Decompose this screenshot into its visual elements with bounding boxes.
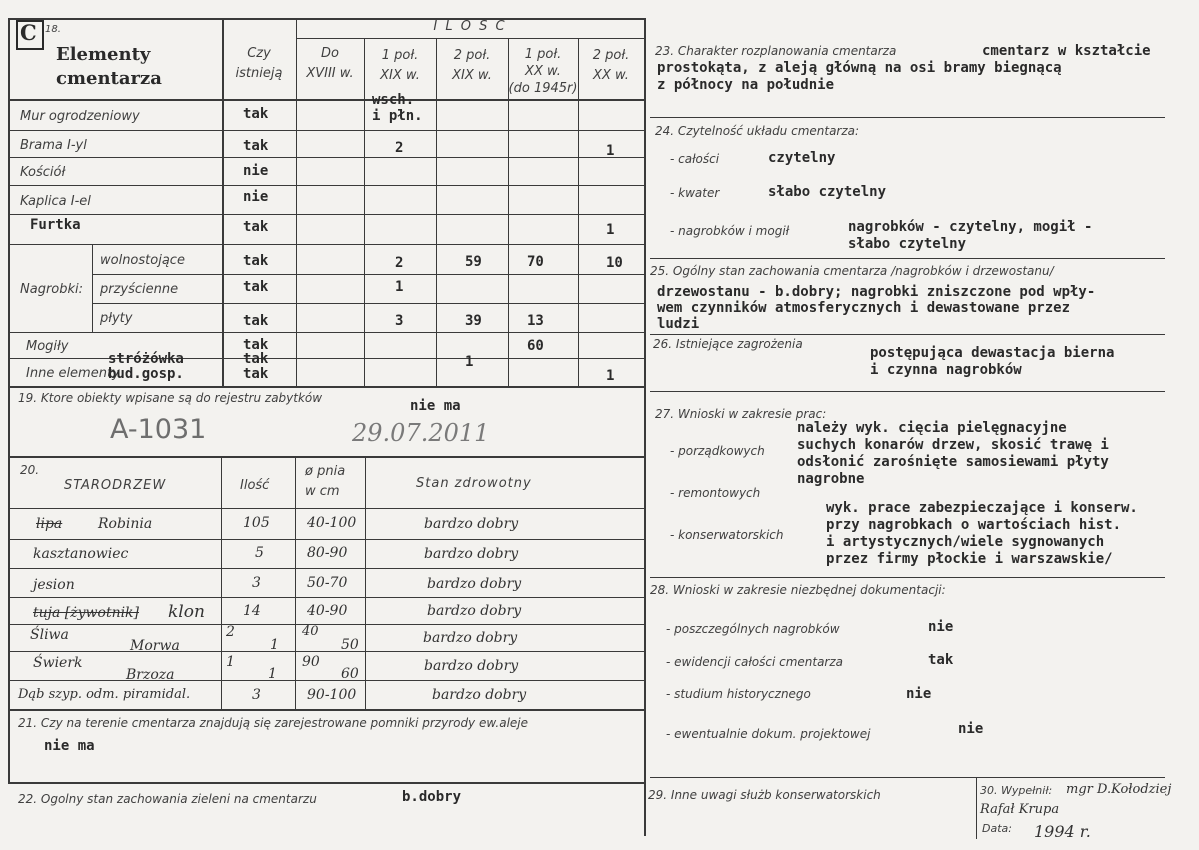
tree-row-1-size: 40-100 <box>307 515 357 531</box>
tree-row-4-struck: tuja [żywotnik] <box>33 605 140 621</box>
row-exists-slabs: tak <box>243 313 269 329</box>
sec26-label: 26. Istniejące zagrożenia <box>653 337 803 351</box>
row-label-chapel: Kaplica I-el <box>20 194 91 209</box>
sec28-records-value: tak <box>928 652 954 668</box>
row-gate-p2: 2 <box>395 140 404 156</box>
sec19-value: nie ma <box>410 398 461 414</box>
sec24-item-whole-label: - całości <box>670 152 720 166</box>
period-header-5: 2 poł. XX w. <box>592 48 630 83</box>
row-label-wicket: Furtka <box>30 217 81 233</box>
period-header-4: 1 poł. XX w. (do 1945r) <box>508 47 578 96</box>
period-header-2: 1 poł. XIX w. <box>380 48 420 83</box>
sec28-label: 28. Wnioski w zakresie niezbędnej dokumentacji: <box>650 583 946 597</box>
sec26-value: postępująca dewastacja bierna i czynna nagrobków <box>870 345 1115 378</box>
trees-header-name: STARODRZEW <box>64 478 167 493</box>
tree-row-4-qty: 14 <box>243 603 261 619</box>
sec28-history-label: - studium historycznego <box>666 687 811 701</box>
row-exists-wall-mounted: tak <box>243 279 269 295</box>
sec24-item-quarters-label: - kwater <box>670 186 720 200</box>
row-freestanding-p3: 59 <box>465 254 482 270</box>
sec23-label: 23. Charakter rozplanowania cmentarza <box>655 44 897 58</box>
row-wall-mounted-p2: 1 <box>395 279 404 295</box>
tree-row-5-state: bardzo dobry <box>423 630 518 646</box>
sec28-records-label: - ewidencji całości cmentarza <box>666 655 844 669</box>
tree-row-5-qty2: 1 <box>270 637 279 653</box>
tree-row-4-state: bardzo dobry <box>427 603 522 619</box>
row-wall-p2: wsch. i płn. <box>372 92 423 124</box>
tree-row-3-name: jesion <box>33 577 75 593</box>
sec28-tombs-label: - poszczególnych nagrobków <box>666 622 840 636</box>
tombstones-group-label: Nagrobki: <box>20 282 84 297</box>
row-gate-p5: 1 <box>606 143 615 159</box>
col-exists-header: Czy istnieją <box>235 46 283 81</box>
row-slabs-p3: 39 <box>465 313 482 329</box>
period-header-3: 2 poł. XIX w. <box>452 48 492 83</box>
sec22-label: 22. Ogolny stan zachowania zieleni na cmentarzu <box>18 792 317 806</box>
register-number: A-1031 <box>110 414 207 445</box>
sec25-value: drzewostanu - b.dobry; nagrobki zniszczone pod wpły- wem czynników atmosferycznych i dewastowane przez ludzi <box>657 284 1096 332</box>
sec24-label: 24. Czytelność układu cmentarza: <box>655 124 860 138</box>
elements-title-line1: Elementy <box>56 44 151 65</box>
sec30-date-label: Data: <box>982 822 1012 835</box>
sec29-label: 29. Inne uwagi służb konserwatorskich <box>648 788 881 802</box>
sec24-item-graves-label: - nagrobków i mogił <box>670 224 790 238</box>
sec23-value: prostokąta, z aleją główną na osi bramy biegnącą z północy na południe <box>657 60 1062 93</box>
row-wicket-p5: 1 <box>606 222 615 238</box>
row-exists-church: nie <box>243 163 269 179</box>
row-label-gate: Brama I-yl <box>20 138 87 153</box>
sec25-label: 25. Ogólny stan zachowania cmentarza /nagrobków i drzewostanu/ <box>650 264 1054 278</box>
tree-row-7-qty: 3 <box>252 687 261 703</box>
tree-row-5-size2: 50 <box>341 637 359 653</box>
tree-row-7-state: bardzo dobry <box>432 687 527 703</box>
tree-row-2-state: bardzo dobry <box>424 546 519 562</box>
sec28-history-value: nie <box>906 686 932 702</box>
sec21-value: nie ma <box>44 738 95 754</box>
sec27-conservation-value: wyk. prace zabezpieczające i konserw. przy nagrobkach o wartościach hist. i artystycznych/wiele sygnowanych przez firmy płockie i warszawskie/ <box>826 500 1138 567</box>
trees-header-qty: Ilość <box>240 478 270 493</box>
row-exists-graves: tak <box>243 337 269 353</box>
tree-row-5-name: Śliwa <box>30 627 69 643</box>
sec19-label: 19. Ktore obiekty wpisane są do rejestru zabytków <box>18 391 323 405</box>
sec27-cleanup-value: należy wyk. cięcia pielęgnacyjne suchych konarów drzew, skosić trawę i odsłonić zarośnięte samosiewami płyty nagrobne <box>797 420 1109 487</box>
row-slabs-p4: 13 <box>527 313 544 329</box>
sec27-cleanup-label: - porządkowych <box>670 444 765 458</box>
section-number: 18. <box>45 24 61 35</box>
section-letter: C <box>20 20 37 45</box>
tree-row-6-qty: 1 <box>226 654 235 670</box>
col-quantity-header: I L O S C <box>433 19 507 34</box>
row-label-freestanding: wolnostojące <box>100 253 185 268</box>
row-exists-chapel: nie <box>243 189 269 205</box>
row-other-p5: 1 <box>606 368 615 384</box>
row-slabs-p2: 3 <box>395 313 404 329</box>
row-exists-other: tak tak <box>243 351 269 382</box>
sec30-name1: mgr D.Kołodziej <box>1066 782 1172 797</box>
tree-row-5-qty: 2 <box>226 624 235 640</box>
sec22-value: b.dobry <box>402 789 462 805</box>
tree-row-2-qty: 5 <box>255 545 264 561</box>
row-graves-p4: 60 <box>527 338 544 354</box>
row-label-church: Kościół <box>20 165 66 180</box>
tree-row-3-size: 50-70 <box>307 575 348 591</box>
row-freestanding-p5: 10 <box>606 255 623 271</box>
tree-row-6-name: Świerk <box>33 655 83 671</box>
sec24-item-whole-value: czytelny <box>768 150 836 166</box>
row-label-wall: Mur ogrodzeniowy <box>20 109 140 124</box>
register-date: 29.07.2011 <box>352 419 490 447</box>
trees-header-state: Stan zdrowotny <box>416 476 532 491</box>
row-exists-freestanding: tak <box>243 253 269 269</box>
tree-row-6-size: 90 <box>302 654 320 670</box>
tree-row-1-name: Robinia <box>98 516 153 532</box>
row-exists-wicket: tak <box>243 219 269 235</box>
sec30-date: 1994 r. <box>1034 822 1091 841</box>
sec21-label: 21. Czy na terenie cmentarza znajdują się zarejestrowane pomniki przyrody ew.aleje <box>18 716 529 730</box>
tree-row-1-struck: lipa <box>36 516 63 532</box>
tree-row-6-qty2: 1 <box>268 666 277 682</box>
row-label-graves: Mogiły <box>26 339 69 354</box>
tree-row-4-name: klon <box>168 602 205 622</box>
row-other-p3: 1 <box>465 354 474 370</box>
sec24-item-graves-value: nagrobków - czytelny, mogił - słabo czytelny <box>848 219 1093 252</box>
tree-row-3-qty: 3 <box>252 575 261 591</box>
tree-row-1-state: bardzo dobry <box>424 516 519 532</box>
sec28-tombs-value: nie <box>928 619 954 635</box>
sec23-value-line1: cmentarz w kształcie <box>982 43 1151 59</box>
tree-row-5-size: 40 <box>302 624 319 639</box>
tree-row-6-size2: 60 <box>341 666 359 682</box>
elements-title-line2: cmentarza <box>56 68 162 89</box>
sec30-name2: Rafał Krupa <box>980 802 1060 817</box>
tree-row-3-state: bardzo dobry <box>427 576 522 592</box>
row-exists-gate: tak <box>243 138 269 154</box>
sec27-repair-label: - remontowych <box>670 486 761 500</box>
row-freestanding-p4: 70 <box>527 254 544 270</box>
tree-row-6-name2: Brzoza <box>126 667 175 683</box>
sec27-conservation-label: - konserwatorskich <box>670 528 784 542</box>
sec20-number: 20. <box>20 463 40 477</box>
sec24-item-quarters-value: słabo czytelny <box>768 184 887 200</box>
tree-row-5-name2: Morwa <box>130 638 180 654</box>
sec28-project-label: - ewentualnie dokum. projektowej <box>666 727 871 741</box>
tree-row-4-size: 40-90 <box>307 603 348 619</box>
tree-row-2-size: 80-90 <box>307 545 348 561</box>
row-label-other: Inne elementy <box>26 366 120 381</box>
tree-row-1-qty: 105 <box>243 515 270 531</box>
row-other-handwritten: stróżówka bud.gosp. <box>108 351 184 382</box>
tree-row-7-name: Dąb szyp. odm. piramidal. <box>18 687 191 702</box>
tree-row-6-state: bardzo dobry <box>424 658 519 674</box>
sec28-project-value: nie <box>958 721 984 737</box>
row-label-slabs: płyty <box>100 311 133 326</box>
row-exists-wall: tak <box>243 106 269 122</box>
row-label-wall-mounted: przyścienne <box>100 282 179 297</box>
trees-header-size: ø pnia w cm <box>305 464 346 499</box>
row-freestanding-p2: 2 <box>395 255 404 271</box>
tree-row-7-size: 90-100 <box>307 687 357 703</box>
tree-row-2-name: kasztanowiec <box>33 546 129 562</box>
sec30-label: 30. Wypełnił: <box>980 784 1053 797</box>
sec27-label: 27. Wnioski w zakresie prac: <box>655 407 827 421</box>
period-header-1: Do XVIII w. <box>306 46 354 81</box>
